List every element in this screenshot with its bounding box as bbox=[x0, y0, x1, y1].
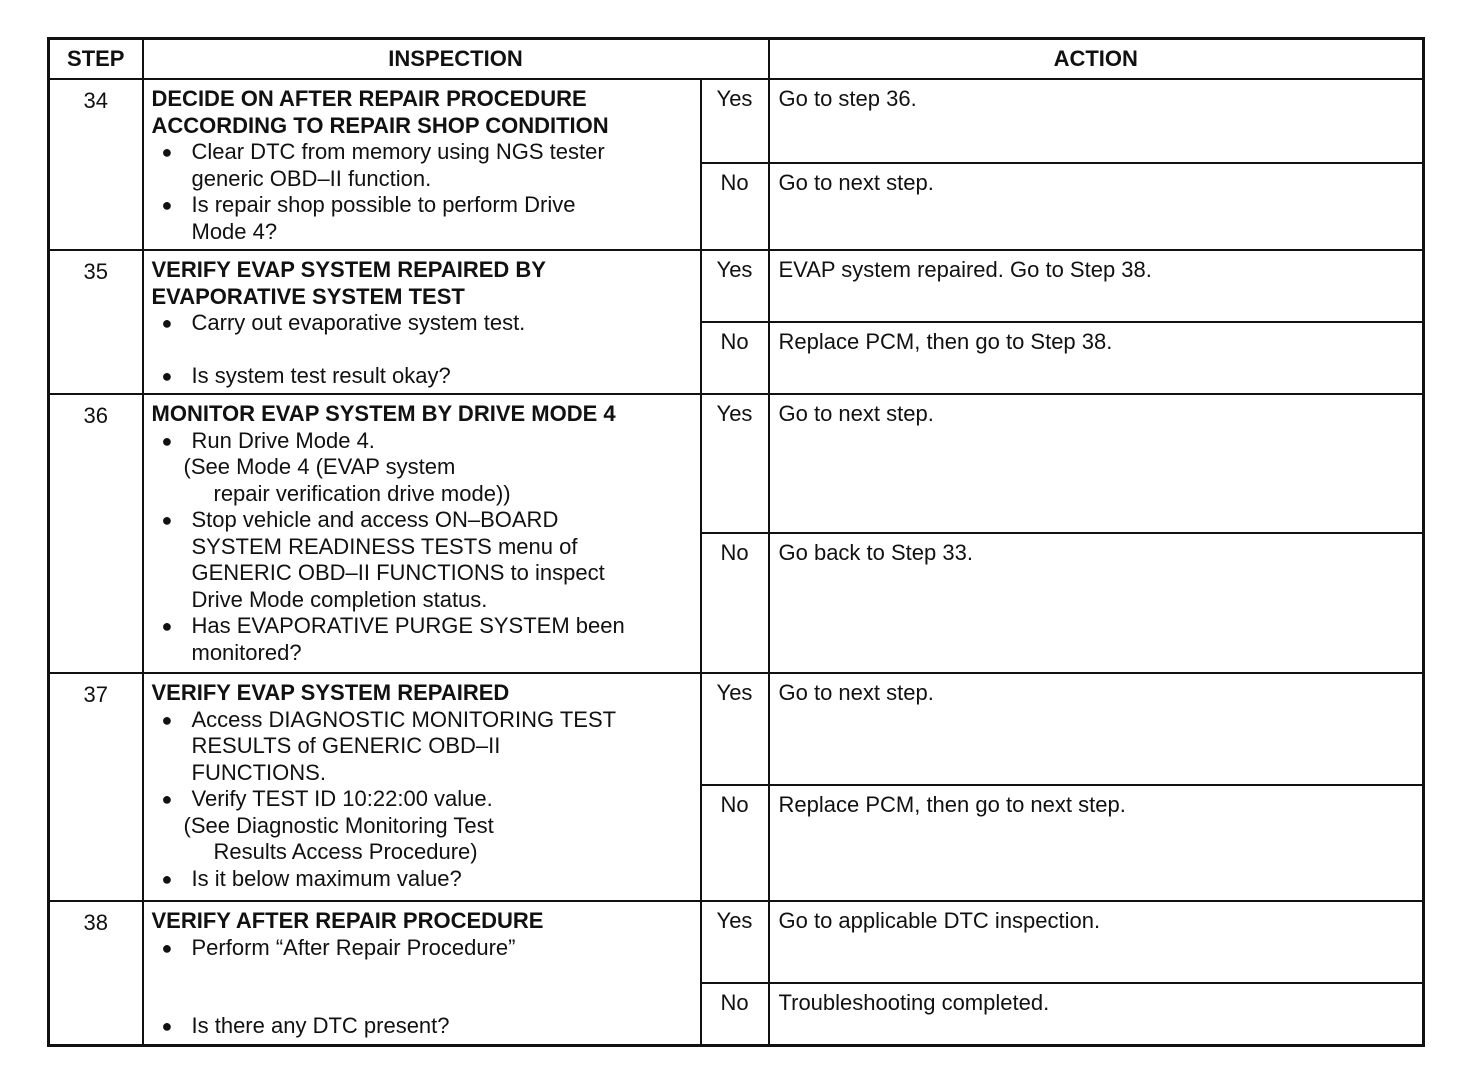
inspection-cell bbox=[143, 250, 701, 394]
yes-action: Go to step 36. bbox=[769, 79, 1424, 163]
step-number: 34 bbox=[49, 79, 143, 250]
diagnostic-table-page bbox=[47, 37, 1422, 1047]
no-action: Go to next step. bbox=[769, 163, 1424, 250]
no-label: No bbox=[701, 533, 769, 673]
no-action: Go back to Step 33. bbox=[769, 533, 1424, 673]
no-label: No bbox=[701, 785, 769, 901]
inspection-title: VERIFY AFTER REPAIR PROCEDURE bbox=[151, 908, 544, 933]
inspection-title: DECIDE ON AFTER REPAIR PROCEDURE bbox=[151, 86, 587, 111]
diagnostic-table bbox=[47, 37, 1425, 1047]
bullet-icon: ● bbox=[161, 937, 173, 958]
yes-action: Go to next step. bbox=[769, 673, 1424, 785]
inspection-cell bbox=[143, 79, 701, 250]
step-number: 36 bbox=[49, 394, 143, 673]
header-row bbox=[49, 39, 1424, 80]
yes-action: Go to next step. bbox=[769, 394, 1424, 533]
no-label: No bbox=[701, 983, 769, 1045]
list-item: ● Is there any DTC present? bbox=[161, 1013, 450, 1038]
list-item: ● Has EVAPORATIVE PURGE SYSTEM been monitored? bbox=[161, 613, 625, 665]
reference-note: Results Access Procedure) bbox=[213, 839, 478, 864]
no-action: Troubleshooting completed. bbox=[769, 983, 1424, 1045]
bullet-icon: ● bbox=[161, 510, 173, 530]
inspection-title: VERIFY EVAP SYSTEM REPAIRED bbox=[151, 680, 510, 705]
yes-action: EVAP system repaired. Go to Step 38. bbox=[769, 250, 1424, 322]
inspection-title: ACCORDING TO REPAIR SHOP CONDITION bbox=[151, 112, 609, 138]
list-item: ● Clear DTC from memory using NGS tester generic OBD–II function. bbox=[161, 139, 605, 191]
yes-label: Yes bbox=[701, 901, 769, 983]
list-item: ● Verify TEST ID 10:22:00 value. (See Diagnostic Monitoring Test Results Access Procedure) bbox=[152, 786, 692, 866]
table-row-38-yes bbox=[49, 901, 1424, 983]
inspection-cell bbox=[143, 394, 701, 673]
bullet-icon: ● bbox=[161, 616, 173, 636]
table-row-35-yes bbox=[49, 250, 1424, 322]
inspection-list bbox=[152, 707, 692, 893]
list-item: ● Run Drive Mode 4. (See Mode 4 (EVAP system repair verification drive mode)) bbox=[152, 428, 692, 508]
step-number: 37 bbox=[49, 673, 143, 901]
yes-label: Yes bbox=[701, 79, 769, 163]
list-item: ● Stop vehicle and access ON–BOARD SYSTEM READINESS TESTS menu of GENERIC OBD–II FUNCTIONS to inspect Drive Mode completion status. bbox=[161, 507, 605, 612]
list-item: ● Access DIAGNOSTIC MONITORING TEST RESULTS of GENERIC OBD–II FUNCTIONS. bbox=[161, 706, 617, 785]
list-spacer bbox=[152, 961, 692, 1013]
no-action: Replace PCM, then go to next step. bbox=[769, 785, 1424, 901]
bullet-icon: ● bbox=[161, 868, 173, 889]
table-row-37-yes bbox=[49, 673, 1424, 785]
yes-label: Yes bbox=[701, 394, 769, 533]
list-item: ● Is system test result okay? bbox=[161, 362, 451, 388]
bullet-icon: ● bbox=[161, 789, 173, 809]
reference-note: (See Diagnostic Monitoring Test bbox=[183, 812, 494, 838]
table-row-34-yes bbox=[49, 79, 1424, 163]
list-item: ● Is it below maximum value? bbox=[161, 865, 462, 891]
step-number: 38 bbox=[49, 901, 143, 1045]
bullet-icon: ● bbox=[161, 195, 173, 215]
step-number: 35 bbox=[49, 250, 143, 394]
inspection-list bbox=[152, 935, 692, 1040]
inspection-list bbox=[152, 310, 692, 389]
no-label: No bbox=[701, 163, 769, 250]
bullet-icon: ● bbox=[161, 430, 173, 451]
reference-note: repair verification drive mode)) bbox=[213, 480, 511, 506]
list-item: ● Carry out evaporative system test. bbox=[161, 310, 526, 335]
bullet-icon: ● bbox=[161, 709, 173, 730]
reference-note: (See Mode 4 (EVAP system bbox=[183, 454, 456, 479]
inspection-title: MONITOR EVAP SYSTEM BY DRIVE MODE 4 bbox=[151, 401, 616, 426]
bullet-icon: ● bbox=[161, 313, 173, 333]
list-item: ● Perform “After Repair Procedure” bbox=[161, 934, 516, 960]
yes-label: Yes bbox=[701, 673, 769, 785]
list-spacer bbox=[152, 337, 692, 363]
bullet-icon: ● bbox=[161, 1016, 173, 1036]
no-action: Replace PCM, then go to Step 38. bbox=[769, 322, 1424, 394]
inspection-list bbox=[152, 428, 692, 667]
yes-label: Yes bbox=[701, 250, 769, 322]
list-item: ● Is repair shop possible to perform Drive Mode 4? bbox=[161, 192, 576, 244]
inspection-cell bbox=[143, 901, 701, 1045]
header-step: STEP bbox=[49, 39, 143, 80]
yes-action: Go to applicable DTC inspection. bbox=[769, 901, 1424, 983]
header-action: ACTION bbox=[769, 39, 1424, 80]
inspection-title: EVAPORATIVE SYSTEM TEST bbox=[151, 283, 465, 309]
bullet-icon: ● bbox=[161, 365, 173, 386]
inspection-list bbox=[152, 139, 692, 245]
inspection-cell bbox=[143, 673, 701, 901]
table-row-36-yes bbox=[49, 394, 1424, 533]
no-label: No bbox=[701, 322, 769, 394]
header-inspection: INSPECTION bbox=[143, 39, 769, 80]
bullet-icon: ● bbox=[161, 142, 173, 162]
inspection-title: VERIFY EVAP SYSTEM REPAIRED BY bbox=[151, 257, 546, 282]
